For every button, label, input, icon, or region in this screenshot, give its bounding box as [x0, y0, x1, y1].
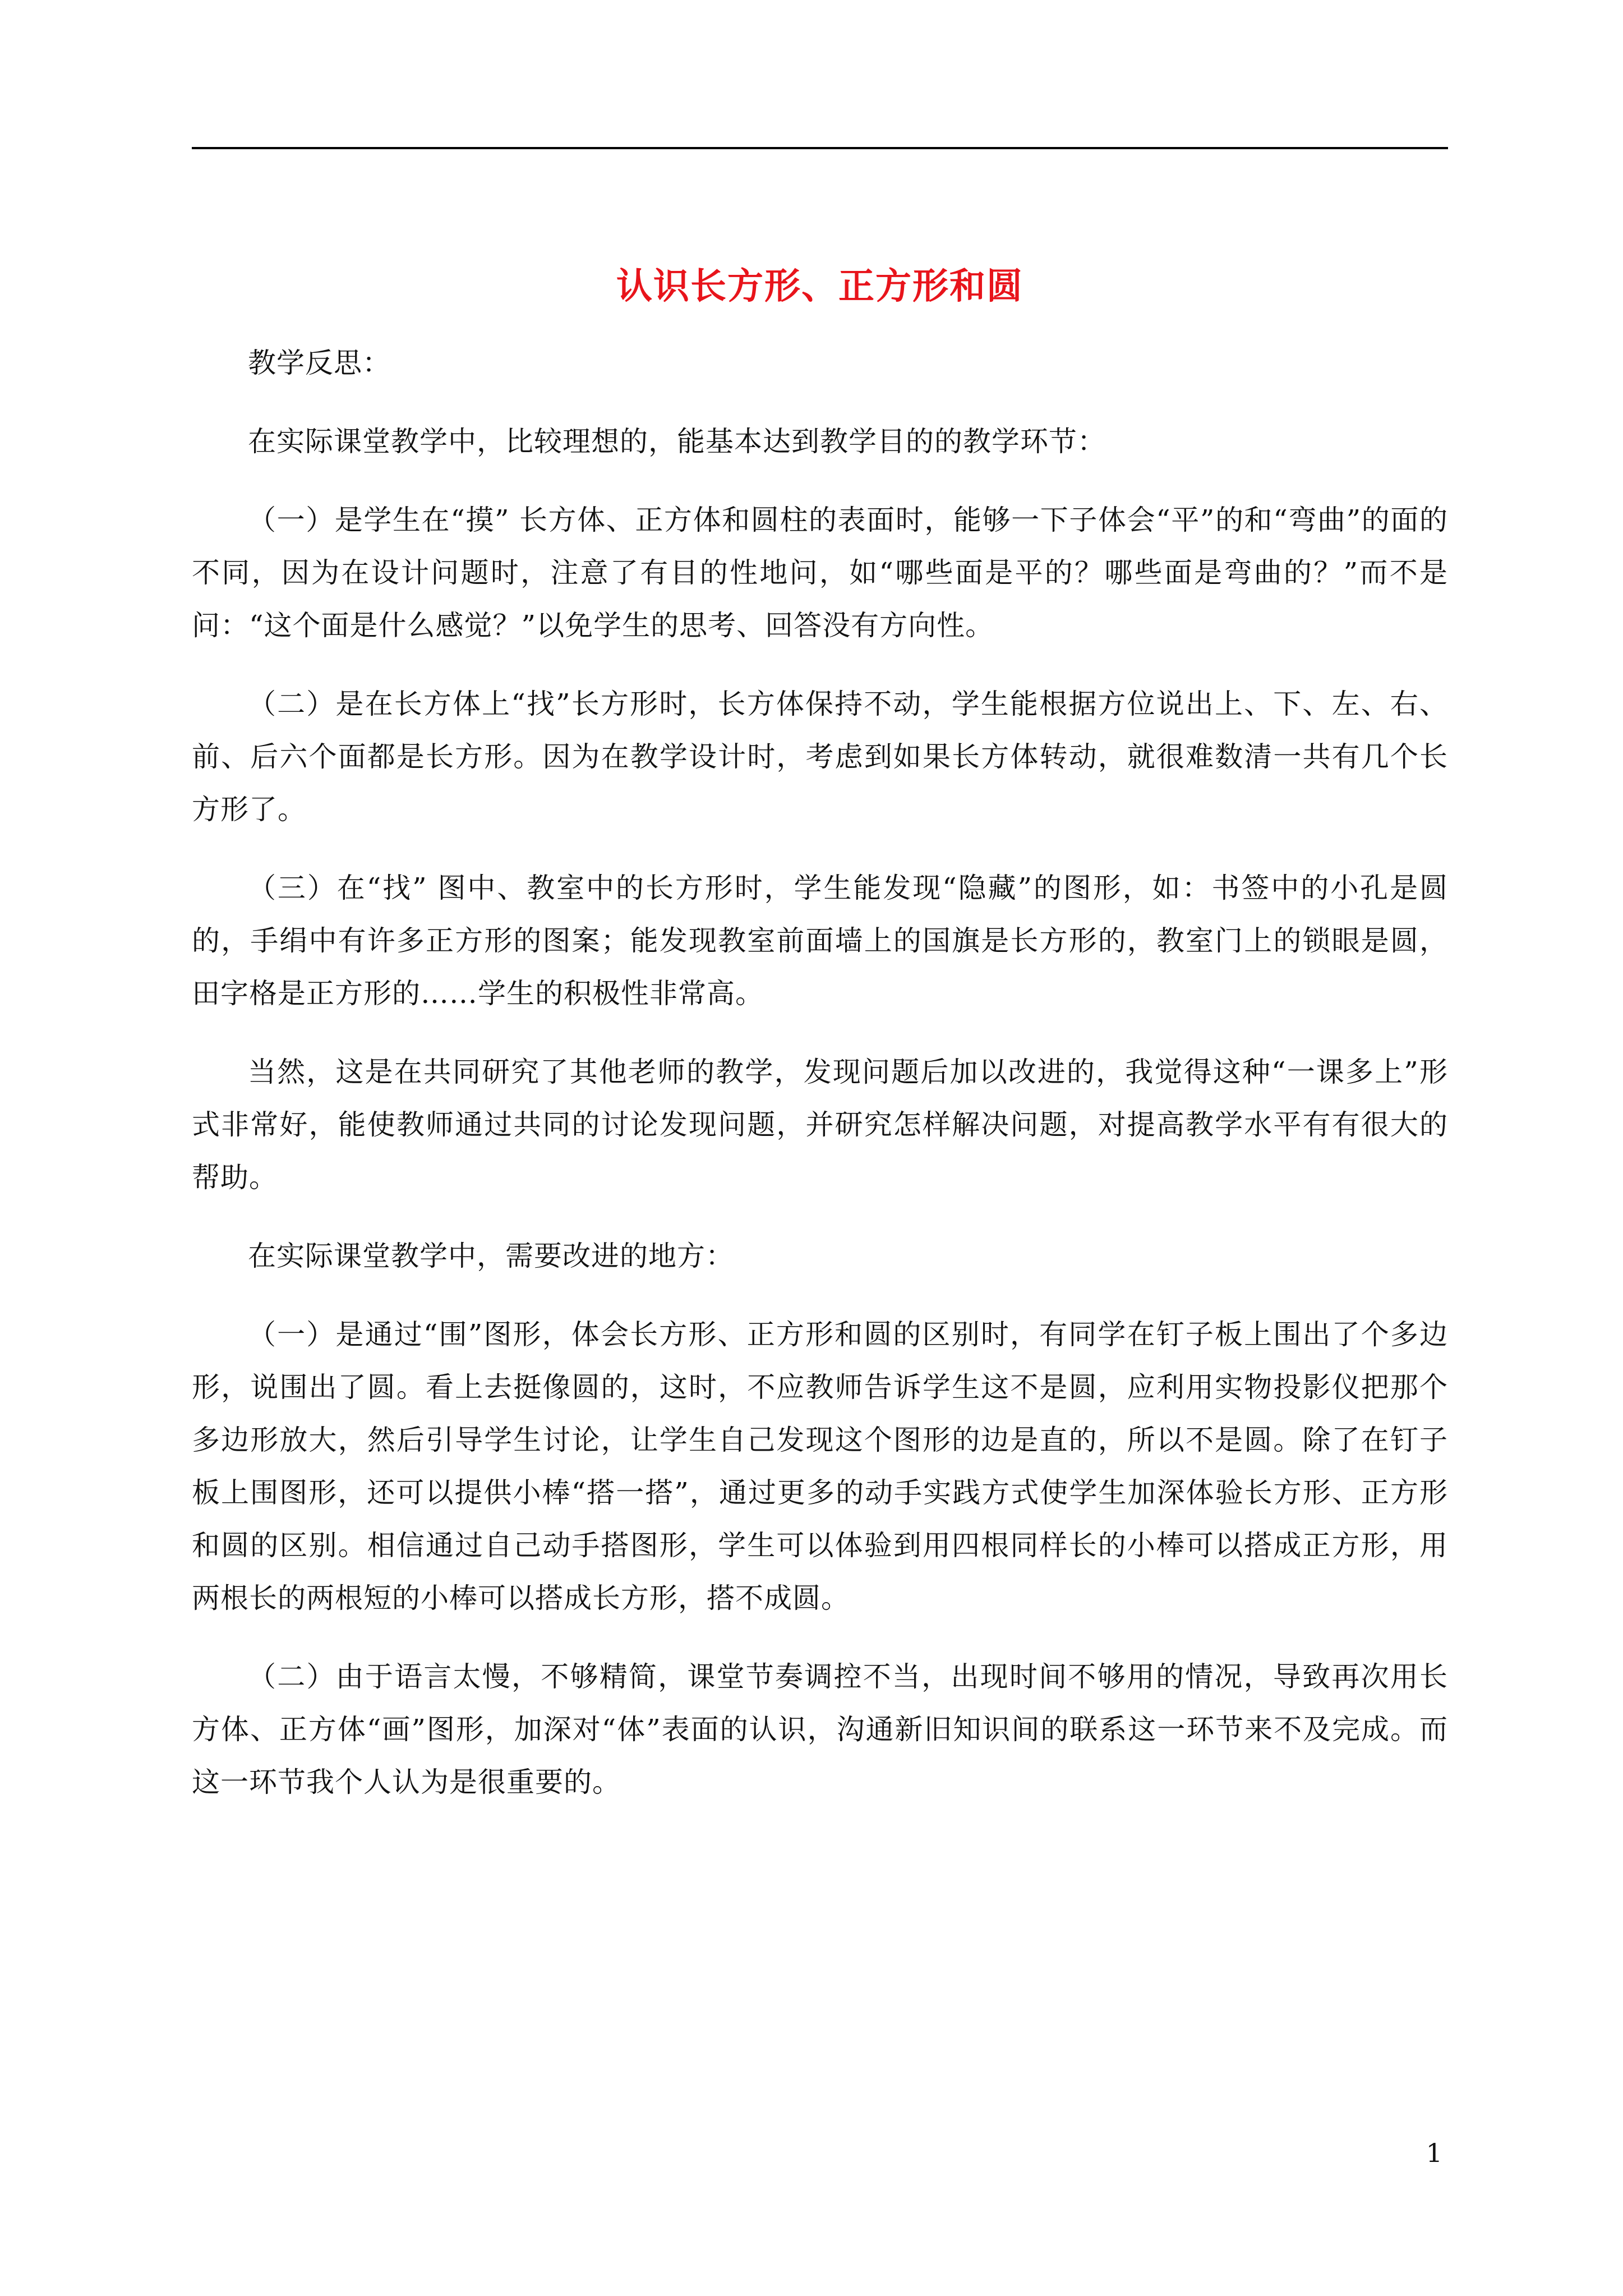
paragraph-improve-2: （二）由于语言太慢，不够精简，课堂节奏调控不当，出现时间不够用的情况，导致再次用长方体、正方体“画”图形，加深对“体”表面的认识，沟通新旧知识间的联系这一环节来不及完成。而这一环节我个人认为是很重要的。: [192, 1660, 1448, 1798]
paragraph-improve-1: （一）是通过“围”图形，体会长方形、正方形和圆的区别时，有同学在钉子板上围出了个多边形，说围出了圆。看上去挺像圆的，这时，不应教师告诉学生这不是圆，应利用实物投影仪把那个多边形放大，然后引导学生讨论，让学生自己发现这个图形的边是直的，所以不是圆。除了在钉子板上围图形，还可以提供小棒“搭一搭”，通过更多的动手实践方式使学生加深体验长方形、正方形和圆的区别。相信通过自己动手搭图形，学生可以体验到用四根同样长的小棒可以搭成正方形，用两根长的两根短的小棒可以搭成长方形，搭不成圆。: [192, 1318, 1448, 1614]
paragraph-reflection-heading: 教学反思：: [248, 347, 391, 379]
document-body: [192, 337, 1448, 1809]
paragraph-good-3: （三）在“找” 图中、教室中的长方形时，学生能发现“隐藏”的图形，如：书签中的小孔是圆的，手绢中有许多正方形的图案；能发现教室前面墙上的国旗是长方形的，教室门上的锁眼是圆，田字格是正方形的……学生的积极性非常高。: [192, 872, 1448, 1010]
paragraph-good-intro: 在实际课堂教学中，比较理想的，能基本达到教学目的的教学环节：: [248, 425, 1106, 458]
header-rule: [192, 147, 1448, 149]
paragraph-good-2: （二）是在长方体上“找”长方形时，长方体保持不动，学生能根据方位说出上、下、左、右、前、后六个面都是长方形。因为在教学设计时，考虑到如果长方体转动，就很难数清一共有几个长方形了。: [192, 688, 1448, 826]
paragraph-summary: 当然，这是在共同研究了其他老师的教学，发现问题后加以改进的，我觉得这种“一课多上”形式非常好，能使教师通过共同的讨论发现问题，并研究怎样解决问题，对提高教学水平有有很大的帮助。: [192, 1056, 1448, 1194]
paragraph-improve-intro: 在实际课堂教学中，需要改进的地方：: [248, 1240, 734, 1272]
document-title: 认识长方形、正方形和圆: [616, 265, 1023, 307]
paragraph-good-1: （一）是学生在“摸” 长方体、正方体和圆柱的表面时，能够一下子体会“平”的和“弯曲”的面的不同，因为在设计问题时，注意了有目的性地问，如“哪些面是平的？哪些面是弯曲的？”而不是问：“这个面是什么感觉？”以免学生的思考、回答没有方向性。: [192, 504, 1448, 642]
page-number: 1: [1426, 2138, 1442, 2168]
